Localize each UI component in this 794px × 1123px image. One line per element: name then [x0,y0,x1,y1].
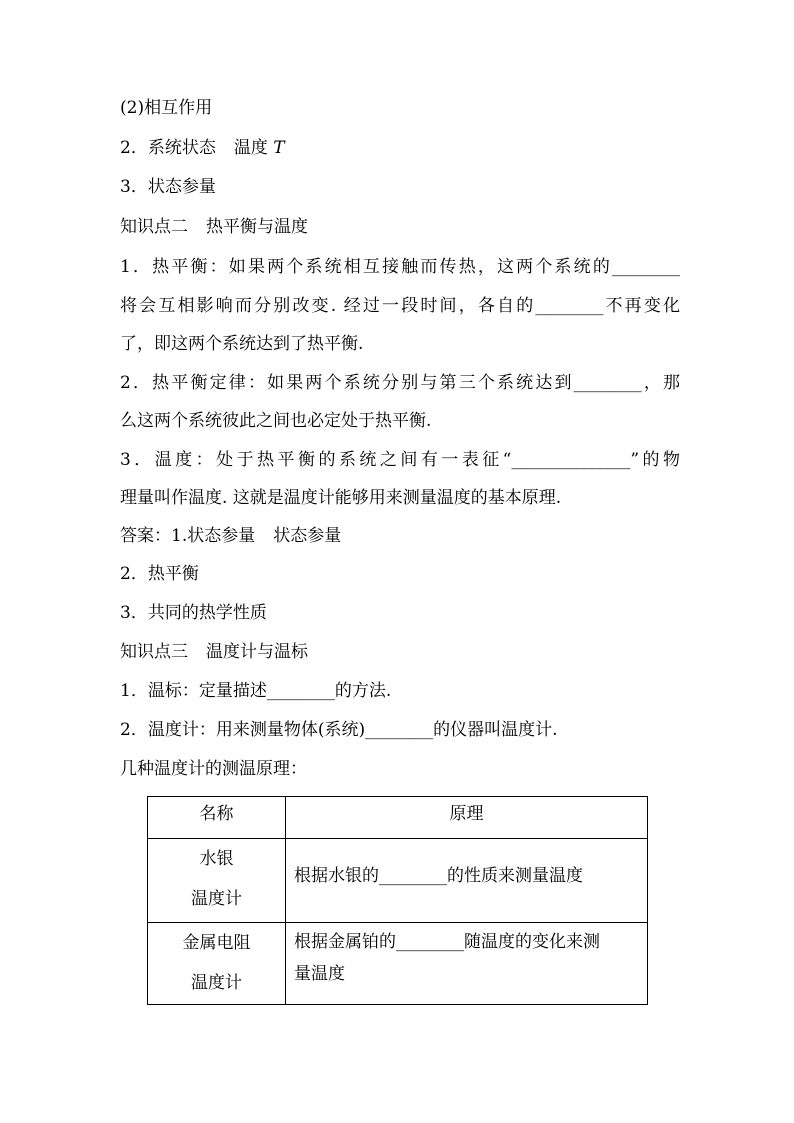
answer-line1: 答案：1.状态参量 状态参量 [120,526,342,546]
question-temperature-scale: 1．温标：定量描述________的方法. [120,681,392,701]
text-l1: (2)相互作用 [120,98,213,118]
item-state-parameter [120,176,680,198]
text-l2b: 温度 [233,138,268,158]
para1-line3: 了，即这两个系统达到了热平衡. [120,334,364,354]
item-system-state [120,137,680,159]
header-principle: 原理 [286,797,648,839]
para1-line1: 1．热平衡：如果两个系统相互接触而传热，这两个系统的________ [120,257,680,277]
para2-line1: 2．热平衡定律：如果两个系统分别与第三个系统达到________，那 [120,373,680,393]
row1-name-cell [148,839,286,923]
text-l3: 3．状态参量 [120,177,216,197]
question-thermometer: 2．温度计：用来测量物体(系统)________的仪器叫温度计. [120,720,558,740]
text-h2a: 知识点二 [120,217,188,237]
answer-line2: 2．热平衡 [120,564,199,584]
row2-principle-line2: 量温度 [294,964,345,984]
table-intro: 几种温度计的测温原理： [120,759,307,779]
row2-name-cell [148,923,286,1005]
header-name: 名称 [148,797,286,839]
row1-principle-cell [286,839,648,923]
row1-principle-line1: 根据水银的________的性质来测量温度 [294,866,583,886]
table-row [148,839,648,923]
answer-line3: 3．共同的热学性质 [120,603,267,623]
row2-name-line1: 金属电阻 [182,933,251,953]
row2-principle-line1: 根据金属铂的________随温度的变化来测 [294,932,600,952]
row1-name-line1: 水银 [199,849,234,869]
thermometer-principle-table [147,796,648,1005]
row2-principle-cell [286,923,648,1005]
para3-line1: 3．温度：处于热平衡的系统之间有一表征“______________”的物 [120,450,680,470]
table-header-row [148,797,648,839]
para2-line2: 么这两个系统彼此之间也必定处于热平衡. [120,411,432,431]
table-row [148,923,648,1005]
para3-line2: 理量叫作温度. 这就是温度计能够用来测量温度的基本原理. [120,488,562,508]
section-heading-3: 知识点三 温度计与温标 [120,642,308,662]
text-l2c: T [273,138,285,158]
section-heading-2 [120,216,680,238]
row2-name-line2: 温度计 [191,973,242,993]
row1-name-line2: 温度计 [191,889,242,909]
text-l2a: 2．系统状态 [120,138,216,158]
text-h2b: 热平衡与温度 [206,217,308,237]
para1-line2: 将会互相影响而分别改变. 经过一段时间，各自的________不再变化 [120,296,680,316]
item-interaction [120,97,680,119]
